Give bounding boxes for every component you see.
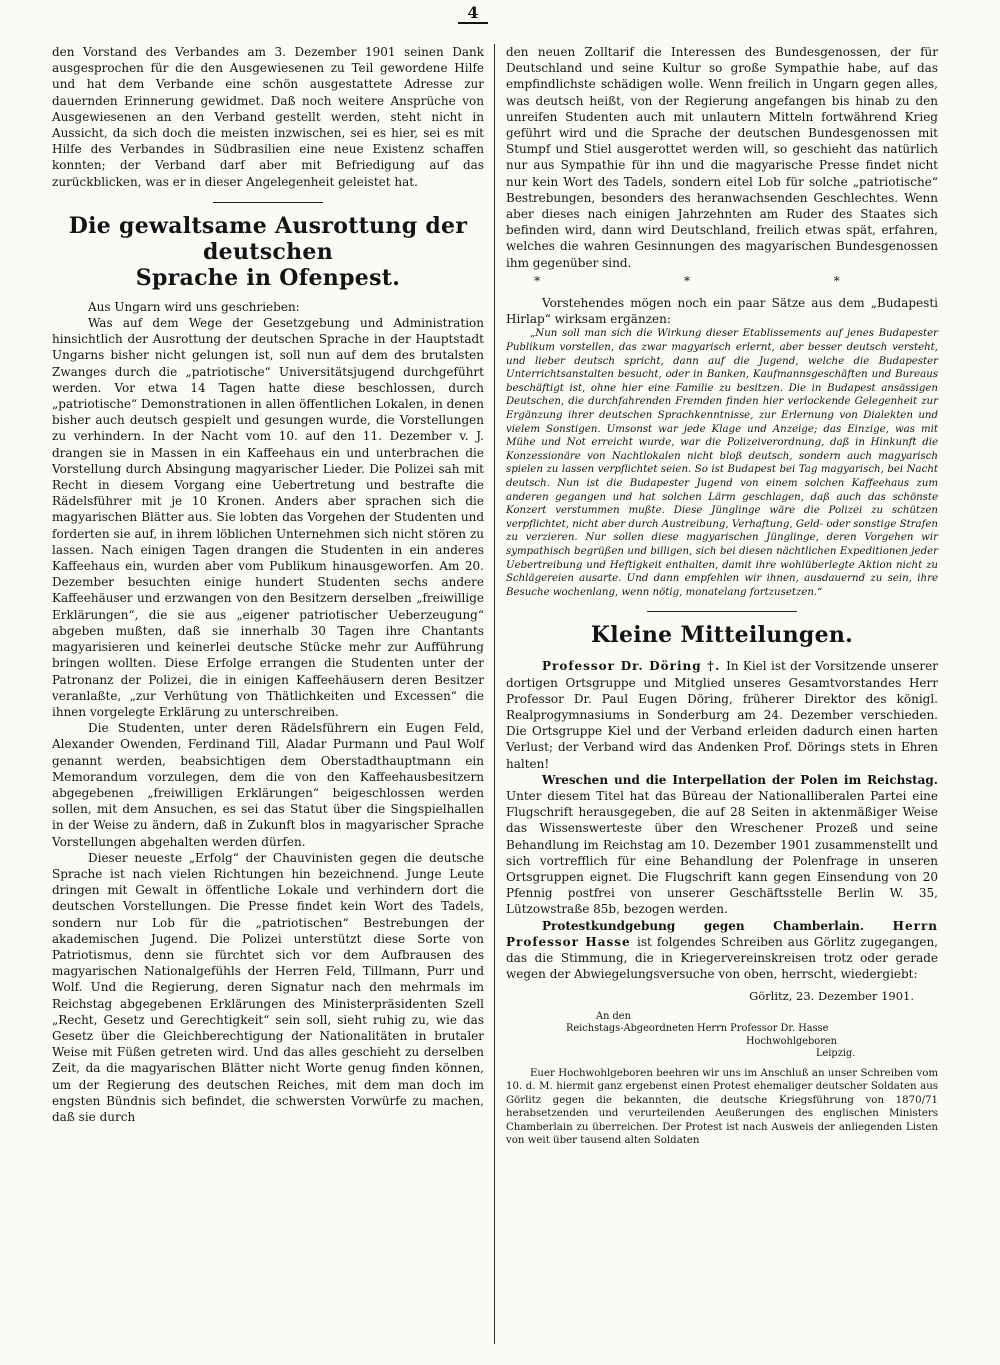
left-column — [52, 44, 484, 1125]
article-paragraph: Was auf dem Wege der Gesetzgebung und Administration hinsichtlich der Ausrottung der deutschen Sprache in der Hauptstadt Ungarns bisher nicht gelungen ist, soll nun auf dem des brutalsten Zwanges durch die „patriotische“ Universitätsjugend durchgeführt werden. Vor etwa 14 Tagen hatte diese beschlossen, durch „patriotische“ Demonstrationen in allen öffentlichen Lokalen, in denen bisher auch deutsch gespielt und gesungen wurde, die Vorstellungen zu verhindern. In der Nacht vom 10. auf den 11. Dezember v. J. drangen sie in Massen in ein Kaffeehaus ein und unterbrachen die Vorstellung durch Absingung magyarischer Lieder. Die Polizei sah mit Recht in diesem Vorgang eine Uebertretung und bestrafte die Rädelsführer mit je 10 Kronen. Anders aber sprachen sich die magyarischen Blätter aus. Sie lobten das Vorgehen der Studenten und forderten sie auf, in ihrem löblichen Unternehmen sich nicht stören zu lassen. Nach einigen Tagen drangen die Studenten in ein anderes Kaffeehaus ein, wurden aber vom Publikum hinausgeworfen. Am 20. Dezember besuchten einige hundert Studenten sechs andere Kaffeehäuser und erzwangen von den Besitzern derselben „freiwillige Erklärungen“, die sie aus „eigener patriotischer Ueberzeugung“ abgeben mußten, daß sie innerhalb 30 Tagen ihre Chantants magyarisieren und keinerlei deutsche Stücke mehr zur Aufführung bringen wollten. Diese Erfolge errangen die Studenten unter der Patronanz der Polizei, die in einigen Kaffeehäusern deren Besitzer veranlaßte, „zur Verhütung von Thätlichkeiten und Excessen“ die ihnen vorgelegte Erklärung zu unterschreiben. — [52, 316, 484, 719]
news-item-text: Unter diesem Titel hat das Büreau der Nationalliberalen Partei eine Flugschrift herausgegeben, die auf 28 Seiten in aktenmäßiger Weise das Wissenswerteste über den Wreschener Prozeß und seine Behandlung im Reichstag am 10. Dezember 1901 zusammenstellt und sich vortrefflich für eine Behandlung der Polenfrage in unseren Ortsgruppen eignet. Die Flugschrift kann gegen Einsendung von 20 Pfennig postfrei von unserer Geschäftsstelle Berlin W. 35, Lützowstraße 85b, bezogen werden. — [506, 788, 938, 917]
section-separator — [647, 611, 797, 612]
asterism-separator: * * * — [534, 273, 910, 288]
news-item-wreschen — [506, 772, 938, 918]
news-item-text: ist folgendes Schreiben aus Görlitz zugegangen, das die Stimmung, die in Kriegervereinskreisen trotz oder gerade wegen der Abwiegelungsversuche von oben, herrscht, wiedergiebt: — [506, 934, 938, 982]
quote-text: „Nun soll man sich die Wirkung dieser Etablissements auf jenes Budapester Publikum vorstellen, das zwar magyarisch erlernt, aber besser deutsch versteht, und lieber deutsch spricht, dann auf die Jugend, welche die Budapester Unterrichtsanstalten besucht, oder in Banken, Kaufmannsgeschäften und Bureaus beschäftigt ist, ohne hier eine Familie zu besitzen. Die in Budapest ansässigen Deutschen, die durchfahrenden Fremden finden hier verlockende Gelegenheit zur Ergänzung ihrer deutschen Sprachkenntnisse, zur Erlernung von Dialekten und vielem Sonstigen. Umsonst war jede Klage und Anzeige; das Einzige, was mit Mühe und Not erreicht wurde, war die Polizeiverordnung, daß in Hinkunft die Konzessionäre von Nachtlokalen nicht bloß deutsch, sondern auch magyarisch spielen zu lassen verpflichtet seien. So ist Budapest bei Tag magyarisch, bei Nacht deutsch. Nun ist die Budapester Jugend von einem solchen Kaffeehaus zum anderen gegangen und hat solchen Lärm geschlagen, daß auch das schönste Konzert verstummen mußte. Diese Jünglinge wäre die Polizei zu schützen verpflichtet, nicht aber durch Austreibung, Verhaftung, Geld- oder sonstige Strafen zu verzieren. Nur sollen diese magyarischen Jünglinge, deren Vorgehen wir sympathisch begrüßen und billigen, sich bei diesen nächtlichen Expeditionen jeder Uebertreibung und Heftigkeit enthalten, damit ihre wohlüberlegte Aktion nicht zu Schlägereien ausarte. Und dann empfehlen wir ihnen, ausdauernd zu sein, ihre Besuche wochenlang, wenn nötig, monatelang fortzusetzen.“ — [506, 328, 938, 598]
address-line: Leipzig. — [816, 1048, 856, 1060]
news-item-lead: Wreschen und die Interpellation der Polen im Reichstag. — [542, 772, 938, 787]
article-paragraph: Dieser neueste „Erfolg“ der Chauvinisten gegen die deutsche Sprache ist nach vielen Richtungen hin bezeichnend. Junge Leute dringen mit Gewalt in öffentliche Lokale und verhindern dort die deutschen Vorstellungen. Die Presse findet kein Wort des Tadels, sondern nur Lob für die „patriotischen“ Bestrebungen der akademischen Jugend. Die Polizei unterstützt diese Sorte von Patriotismus, denn sie fürchtet sich vor dem Aufbrausen des magyarischen Nationalgefühls der Herren Feld, Tillmann, Purr und Wolf. Und die Regierung, deren Signatur nach den mehrmals im Reichstag abgegebenen Erklärungen des Ministerpräsidenten Szell „Recht, Gesetz und Gerechtigkeit“ sein soll, sieht ruhig zu, wie das Gesetz über die Gleichberechtigung der Nationalitäten in brutaler Weise mit Füßen getreten wird. Und das alles geschieht zu derselben Zeit, da die magyarischen Blätter nicht Worte genug finden können, um der Regierung des deutschen Reiches, mit dem man doch im engsten Bündnis sich befindet, die schwersten Vorwürfe zu machen, daß sie durch — [52, 850, 484, 1124]
address-line: Hochwohlgeboren — [746, 1035, 837, 1047]
article-headline-ausrottung — [52, 213, 484, 291]
letter-dateline: Görlitz, 23. Dezember 1901. — [749, 989, 914, 1004]
verband-article-continuation: den Vorstand des Verbandes am 3. Dezember 1901 seinen Dank ausgesprochen für die den Ausgewiesenen zu Teil gewordene Hilfe und hat dem Verbande eine schön ausgestattete Adresse zur dauernden Erinnerung gewidmet. Daß noch weitere Ansprüche von Ausgewiesenen an den Verband gestellt werden, steht nicht in Aussicht, da sich doch die meisten inzwischen, sei es hier, sei es mit Hilfe des Verbandes in Südbrasilien eine neue Existenz schaffen konnten; der Verband darf aber mit Befriedigung auf das zurückblicken, was er in dieser Angelegenheit geleistet hat. — [52, 45, 484, 189]
headline-line-1: Die gewaltsame Ausrottung der deutschen — [68, 212, 468, 265]
article-continuation: den neuen Zolltarif die Interessen des Bundesgenossen, der für Deutschland und seine Kultur so große Sympathie habe, auf das empfindlichste schädigen wolle. Wenn freilich in Ungarn gegen alles, was deutsch heißt, von der Regierung angefangen bis hinab zu den unreifen Studenten auch mit unlautern Mitteln fortwährend Krieg geführt wird und die Sprache der deutschen Bundesgenossen mit Stumpf und Stiel ausgerottet werden will, so geschieht das natürlich nur aus Sympathie für ihn und die magyarische Presse findet nicht nur kein Wort des Tadels, sondern eitel Lob für solche „patriotische“ Bestrebungen, besonders des heranwachsenden Geschlechtes. Wenn aber dieses nach einigen Jahrzehnten am Ruder des Staates sich befinden wird, dann wird Deutschland, freilich etwas spät, erfahren, welches die wahren Gesinnungen des magyarischen Bundesgenossen ihm gegenüber sind. — [506, 45, 938, 270]
right-column — [506, 44, 938, 1147]
column-divider — [494, 44, 495, 1344]
article-intro: Aus Ungarn wird uns geschrieben: — [88, 299, 300, 314]
news-item-doering — [506, 658, 938, 771]
quoted-passage — [506, 327, 938, 599]
letter-body — [506, 1067, 938, 1147]
news-item-chamberlain — [506, 918, 938, 983]
section-headline-kleine-mitteilungen: Kleine Mitteilungen. — [590, 622, 854, 649]
letter-address — [566, 1010, 938, 1061]
headline-line-2: Sprache in Ofenpest. — [135, 264, 401, 291]
article-paragraph: Die Studenten, unter deren Rädelsführern ein Eugen Feld, Alexander Owenden, Ferdinand Till, Aladar Purmann und Paul Wolf genannt werden, beabsichtigen dem Oberstadthauptmann ein Memorandum vorzulegen, dem die von den Kaffeehausbesitzern abgegebenen „freiwilligen Erklärungen“ beigeschlossen werden sollen, mit dem Ansuchen, es sei das Statut über die Singspielhallen in der Weise zu ändern, daß in Zukunft blos in magyarischer Sprache Vorstellungen abgehalten werden dürfen. — [52, 721, 484, 849]
address-line: An den — [596, 1010, 631, 1022]
news-item-lead: Professor Dr. Döring †. — [542, 659, 727, 674]
article-paragraph: Vorstehendes mögen noch ein paar Sätze aus dem „Budapesti Hirlap“ wirksam ergänzen: — [506, 296, 938, 327]
news-item-lead: Protestkundgebung gegen Chamberlain. — [542, 918, 893, 933]
news-item-name: Herrn Professor Hasse — [506, 918, 938, 949]
news-item-text: In Kiel ist der Vorsitzende unserer dortigen Ortsgruppe und Mitglied unseres Gesamtvorstandes Herr Professor Dr. Paul Eugen Döring, früherer Direktor des königl. Realprogymnasiums in Sonderburg am 24. Dezember verschieden. Die Ortsgruppe Kiel und der Verband erleiden dadurch einen harten Verlust; der Verband wird das Andenken Prof. Dörings stets in Ehren halten! — [506, 659, 938, 771]
address-line: Reichstags-Abgeordneten Herrn Professor Dr. Hasse — [566, 1023, 829, 1035]
letter-text: Euer Hochwohlgeboren beehren wir uns im Anschluß an unser Schreiben vom 10. d. M. hiermit ganz ergebenst einen Protest ehemaliger deutscher Soldaten aus Görlitz gegen die bekannten, die deutsche Kriegsführung von 1870/71 herabsetzenden und verurteilenden Aeußerungen des englischen Ministers Chamberlain zu überreichen. Der Protest ist nach Ausweis der anliegenden Listen von weit über tausend alten Soldaten — [506, 1067, 938, 1146]
section-separator — [213, 202, 323, 203]
page-number: 4 — [458, 4, 488, 24]
